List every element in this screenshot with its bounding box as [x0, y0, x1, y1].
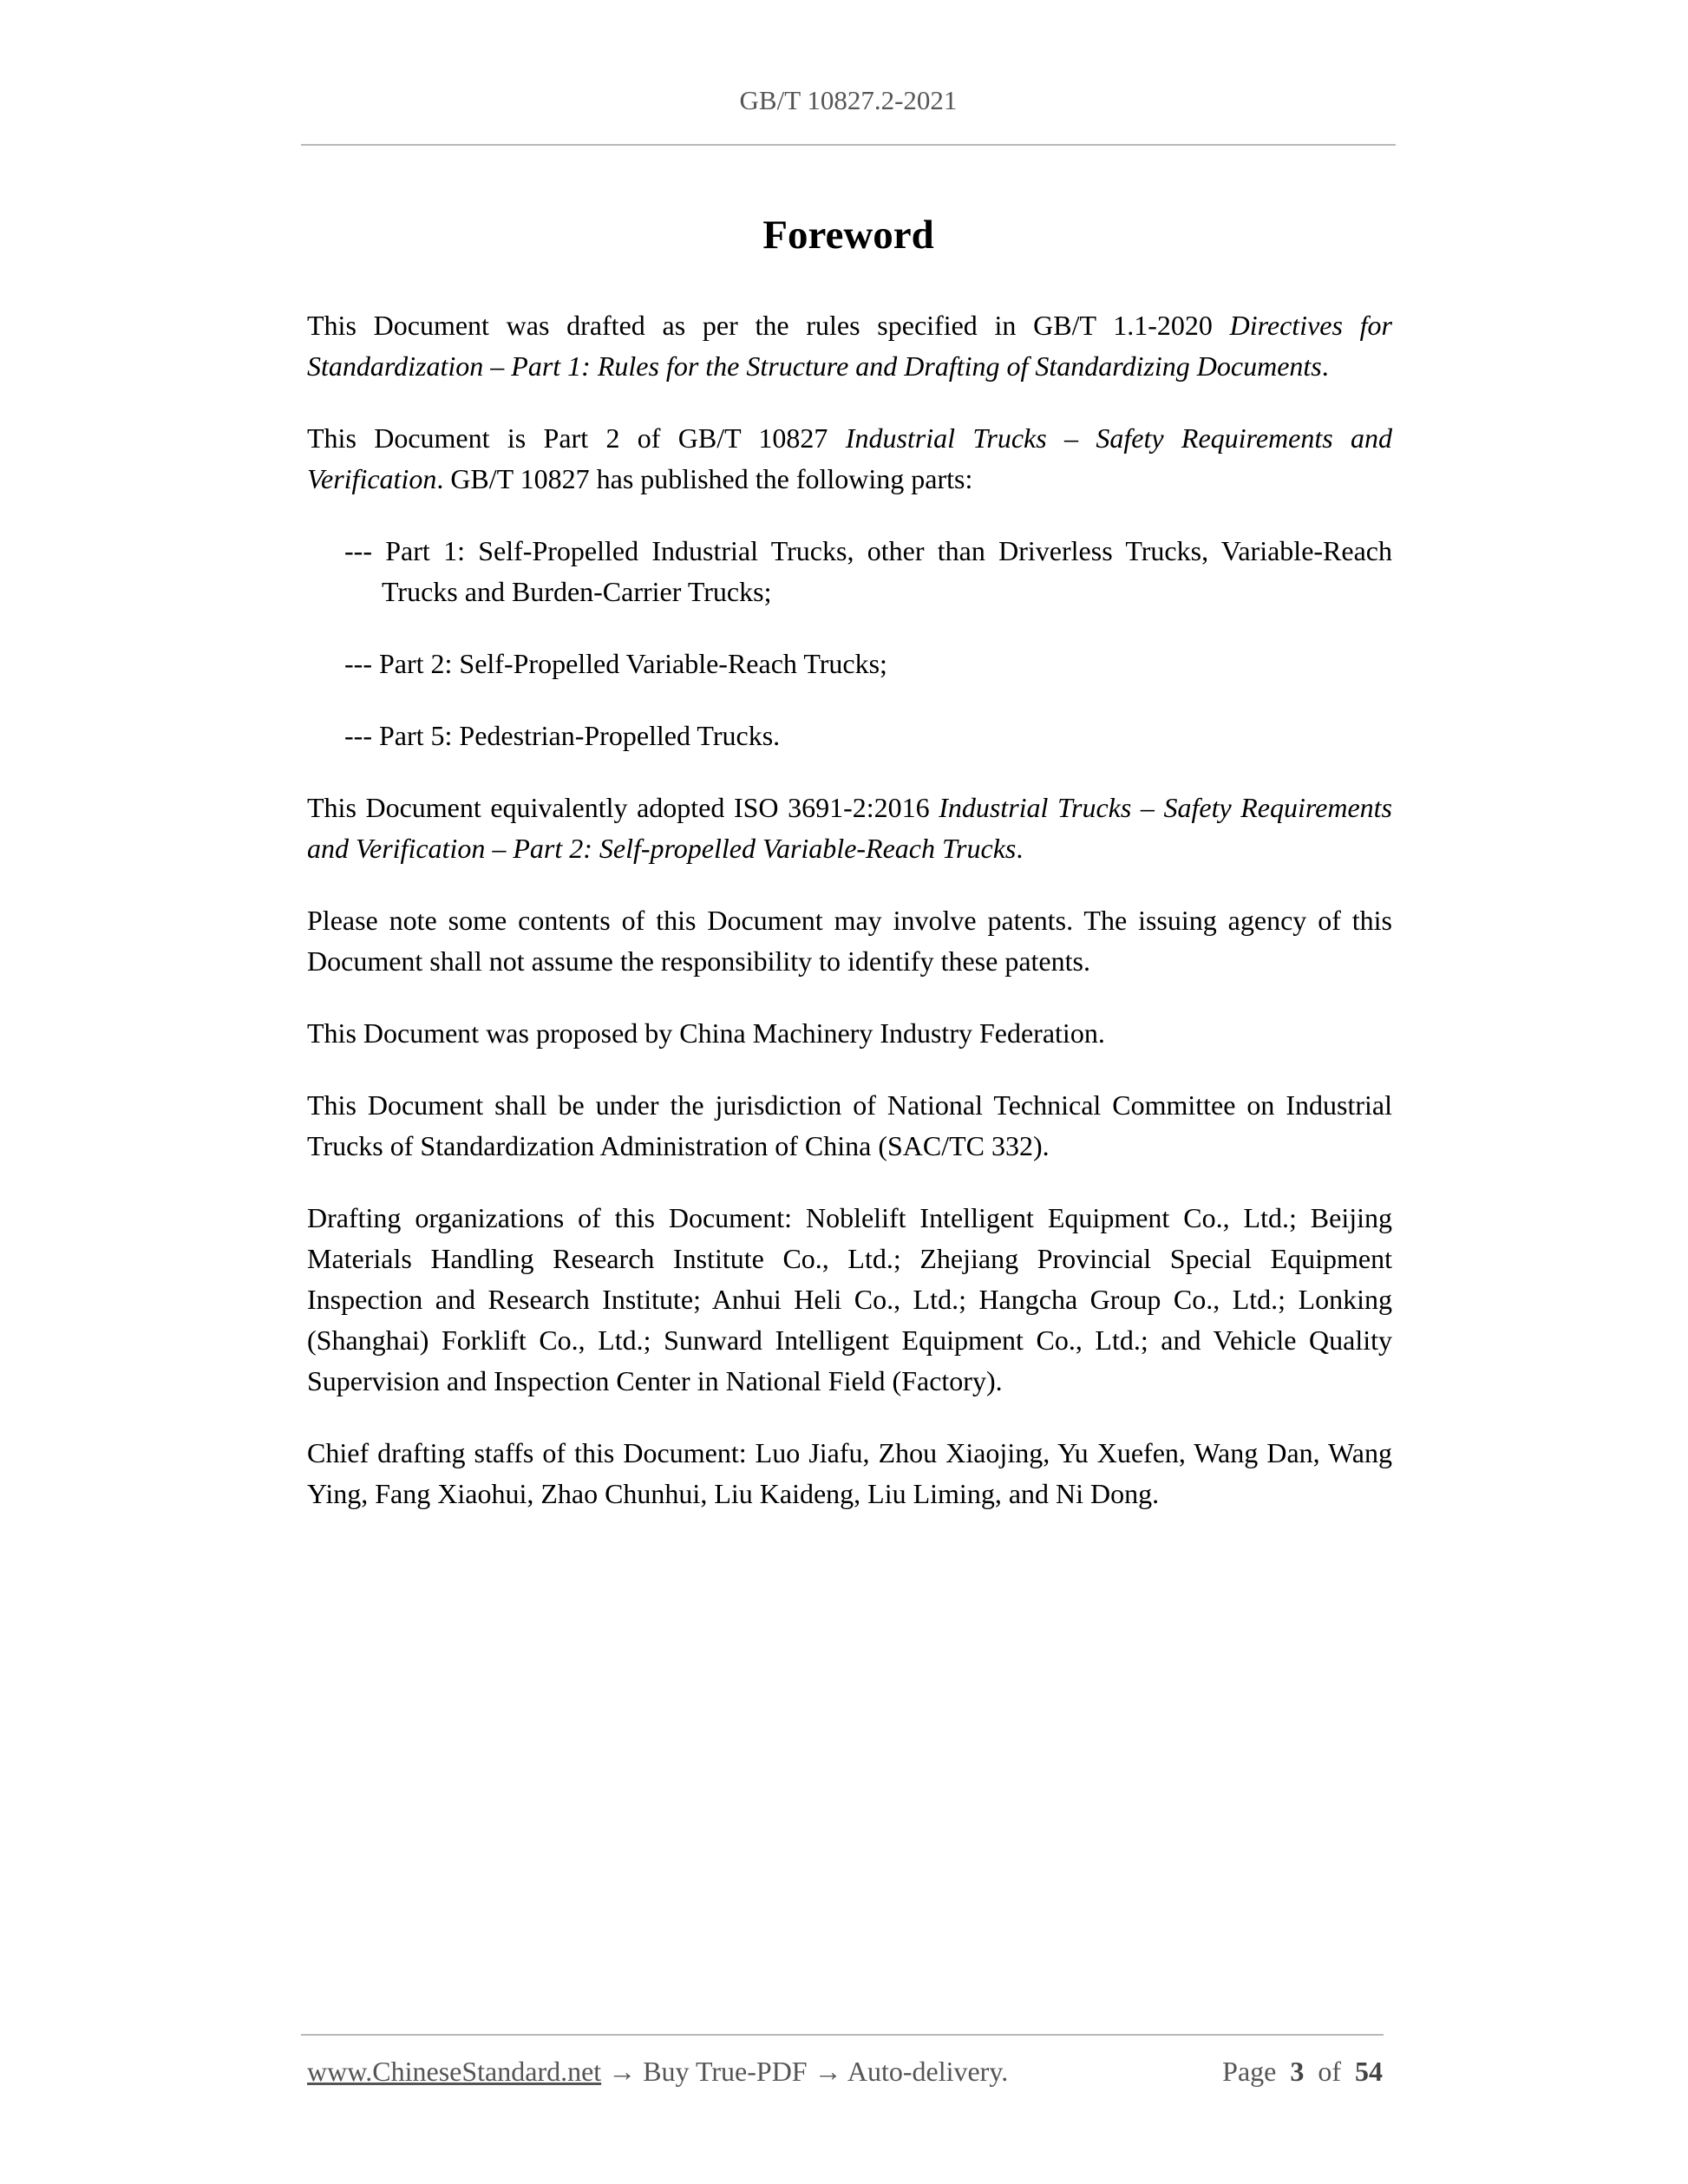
paragraph-jurisdiction: This Document shall be under the jurisdiction of National Technical Committee on Industrial Trucks of Standardization Administration of China (SAC/TC 332).	[307, 1089, 1392, 1161]
paragraph-text: .	[1016, 833, 1024, 864]
page-title: Foreword	[762, 213, 934, 258]
website-link[interactable]: www.ChineseStandard.net	[307, 2056, 602, 2087]
paragraph-text: .	[1321, 350, 1329, 382]
footer-divider	[301, 2034, 1384, 2036]
buy-text: Buy True-PDF	[636, 2056, 815, 2087]
paragraph-text: This Document equivalently adopted ISO 3691-2:2016	[307, 792, 939, 823]
paragraph-drafting-organizations: Drafting organizations of this Document: Noblelift Intelligent Equipment Co., Ltd.; Beijing Materials Handling Research Institute Co., Ltd.; Zhejiang Provincial Special Equipment Inspection and Research Institute; Anhui Heli Co., Ltd.; Hangcha Group Co., Ltd.; Lonking (Shanghai) Forklift Co., Ltd.; Sunward Intelligent Equipment Co., Ltd.; and Vehicle Quality Supervision and Inspection Center in National Field (Factory).	[307, 1202, 1392, 1396]
paragraph-patents: Please note some contents of this Document may involve patents. The issuing agency of this Document shall not assume the responsibility to identify these patents.	[307, 905, 1392, 977]
page-label: Page	[1222, 2056, 1277, 2087]
paragraph-drafting-rules	[307, 305, 1392, 387]
header-divider	[301, 144, 1396, 146]
paragraph-text: This Document was drafted as per the rules specified in GB/T 1.1-2020	[307, 310, 1230, 341]
list-item: --- Part 2: Self-Propelled Variable-Reach Trucks;	[344, 648, 887, 679]
arrow-right-icon: →	[608, 2056, 637, 2087]
paragraph-proposed-by: This Document was proposed by China Machinery Industry Federation.	[307, 1017, 1105, 1049]
footer-promo	[307, 2054, 1008, 2089]
cited-title: Industrial Trucks – Safety Requirements and Verification – Part 2: Self-propelled Variable-Reach Trucks	[307, 792, 1392, 864]
delivery-text: Auto-delivery.	[841, 2056, 1009, 2087]
list-item: --- Part 1: Self-Propelled Industrial Trucks, other than Driverless Trucks, Variable-Reach Trucks and Burden-Carrier Trucks;	[344, 535, 1392, 607]
paragraph-adoption	[307, 788, 1392, 869]
paragraph-part-info	[307, 418, 1392, 500]
paragraph-drafting-staff: Chief drafting staffs of this Document: Luo Jiafu, Zhou Xiaojing, Yu Xuefen, Wang Dan, Wang Ying, Fang Xiaohui, Zhao Chunhui, Liu Kaideng, Liu Liming, and Ni Dong.	[307, 1437, 1392, 1509]
current-page-number: 3	[1290, 2056, 1305, 2087]
cited-title: Directives for Standardization – Part 1: Rules for the Structure and Drafting of Standardizing Documents	[307, 310, 1393, 382]
page-header: GB/T 10827.2-2021	[739, 85, 958, 115]
document-body	[307, 305, 1392, 1546]
page-indicator	[1222, 2054, 1383, 2089]
paragraph-text: This Document is Part 2 of GB/T 10827	[307, 422, 846, 454]
total-pages: 54	[1355, 2056, 1383, 2087]
cited-title: Industrial Trucks – Safety Requirements and Verification	[307, 422, 1393, 494]
of-label: of	[1318, 2056, 1341, 2087]
list-item: --- Part 5: Pedestrian-Propelled Trucks.	[344, 720, 781, 751]
arrow-right-icon: →	[814, 2056, 842, 2087]
paragraph-text: . GB/T 10827 has published the following parts:	[436, 463, 973, 494]
